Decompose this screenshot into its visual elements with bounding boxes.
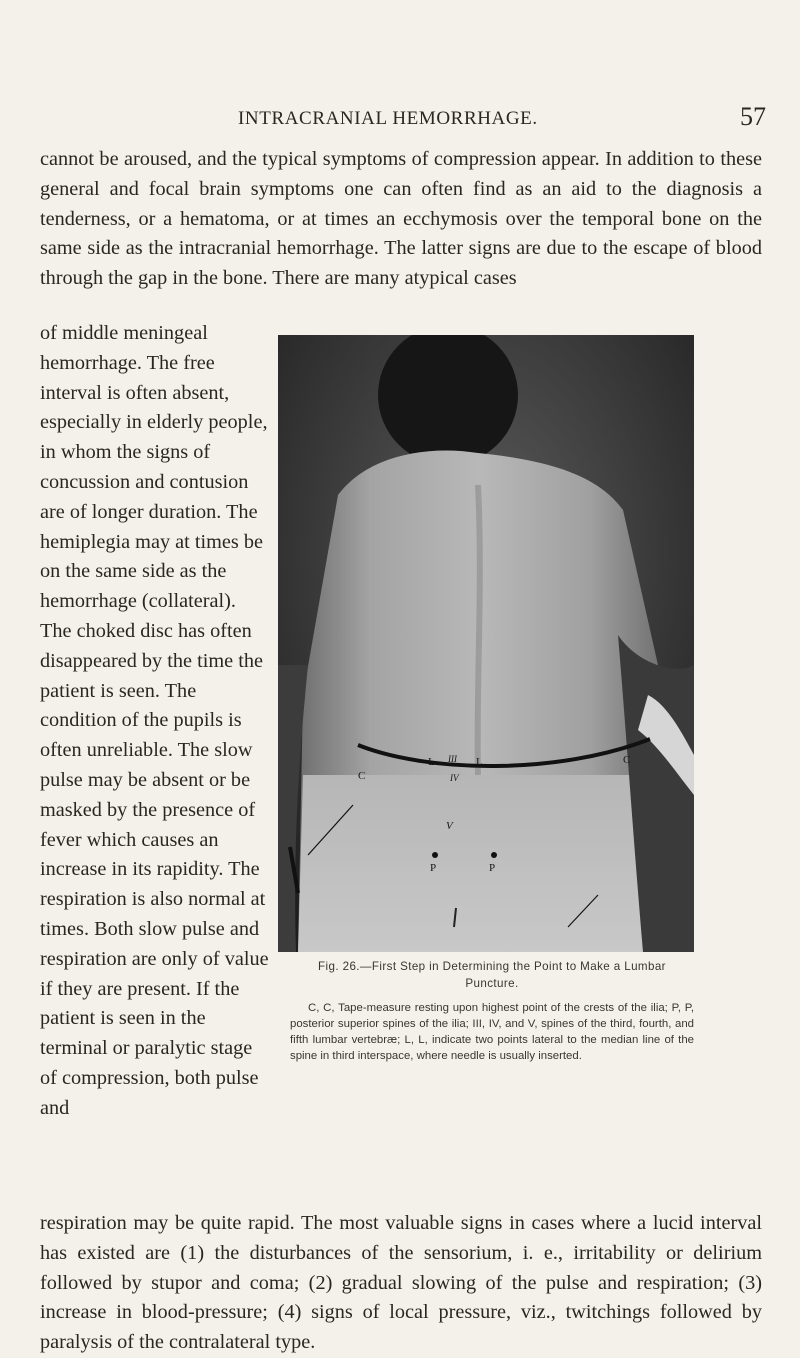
label-p-right: P bbox=[489, 862, 496, 874]
label-iii: III bbox=[448, 754, 457, 764]
label-v: V bbox=[446, 820, 453, 832]
label-c-left: C bbox=[358, 770, 366, 782]
label-iv: IV bbox=[450, 773, 459, 783]
label-c-right: C bbox=[623, 754, 631, 766]
figure-caption-body: C, C, Tape-measure resting upon highest point of the crests of the ilia; P, P, posterior superior spines of the ilia; III, IV, and V, spines of the third, fourth, and fifth lumbar vertebræ; L, L, indicate two points lateral to the median line of the spine in third interspace, where needle is usually inserted. bbox=[290, 1002, 694, 1062]
photo-svg bbox=[278, 335, 694, 952]
label-l-left: L bbox=[428, 756, 435, 768]
figure-caption bbox=[290, 958, 694, 1064]
figure-caption-title: Fig. 26.—First Step in Determining the Point to Make a Lumbar Puncture. bbox=[318, 960, 666, 990]
running-title: INTRACRANIAL HEMORRHAGE. bbox=[238, 108, 538, 129]
running-head bbox=[0, 102, 800, 138]
body-paragraph-top: cannot be aroused, and the typical symptoms of compression appear. In addition to these general and focal brain symptoms one can often find as an aid to the diagnosis a tenderness, or a hematoma, or at times an ecchymosis over the temporal bone on the same side as the intracranial hemorrhage. The latter signs are due to the escape of blood through the gap in the bone. There are many atypical cases bbox=[40, 148, 762, 290]
page-number: 57 bbox=[740, 102, 766, 131]
lower-back bbox=[298, 775, 663, 952]
p-left-dot bbox=[432, 852, 438, 858]
spine-shadow bbox=[478, 485, 480, 775]
p-right-dot bbox=[491, 852, 497, 858]
lumbar-puncture-photograph bbox=[278, 335, 694, 952]
body-paragraph-bottom: respiration may be quite rapid. The most valuable signs in cases where a lucid interval has existed are (1) the disturbances of the sensorium, i. e., irritability or delirium followed by stupor and coma; (2) gradual slowing of the pulse and respiration; (3) increase in blood-pressure; (4) signs of local pressure, viz., twitchings followed by paralysis of the contralateral type. bbox=[40, 1212, 762, 1354]
body-paragraph-left-column: of middle meningeal hemorrhage. The free interval is often absent, especially in elderly people, in whom the signs of concussion and contusion are of longer duration. The hemiplegia may at times be on the same side as the hemorrhage (collateral). The choked disc has often disappeared by the time the patient is seen. The condition of the pupils is often unreliable. The slow pulse may be absent or be masked by the presence of fever which causes an increase in its rapidity. The respiration is also normal at times. Both slow pulse and respiration are only of value if they are present. If the patient is seen in the terminal or paralytic stage of compression, both pulse and bbox=[40, 322, 269, 1119]
label-p-left: P bbox=[430, 862, 437, 874]
label-l-right: L bbox=[476, 756, 483, 768]
